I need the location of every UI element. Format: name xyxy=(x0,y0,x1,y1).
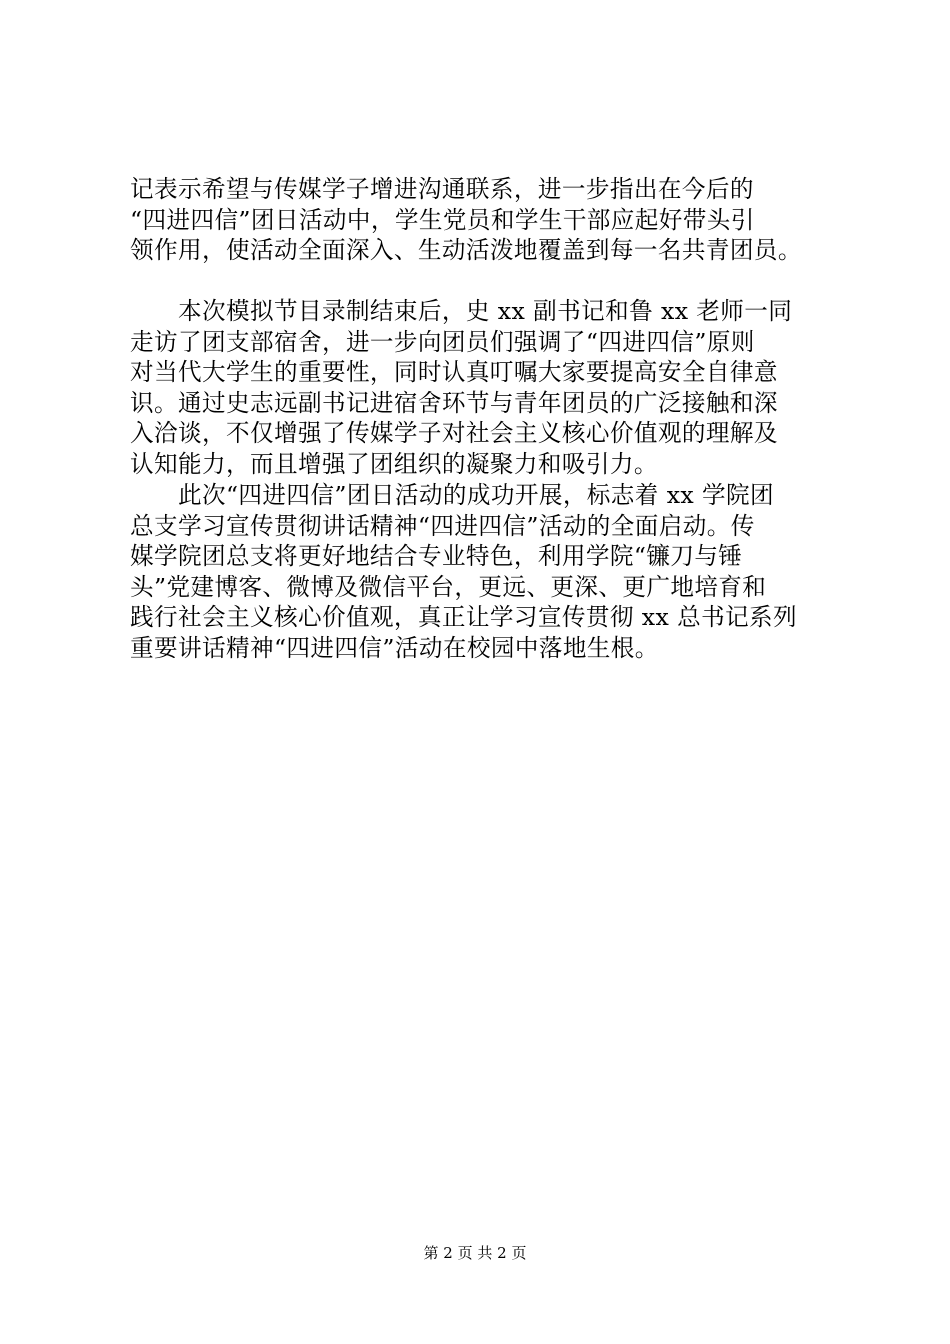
paragraph-line: 记表示希望与传媒学子增进沟通联系，进一步指出在今后的 xyxy=(130,175,754,203)
paragraph-line: 对当代大学生的重要性，同时认真叮嘱大家要提高安全自律意 xyxy=(130,358,778,387)
paragraph-line: 践行社会主义核心价值观，真正让学习宣传贯彻 xx 总书记系列 xyxy=(130,603,798,632)
paragraph-line: 媒学院团总支将更好地结合专业特色，利用学院“镰刀与锤 xyxy=(130,542,743,571)
paragraph-line: 总支学习宣传贯彻讲话精神“四进四信”活动的全面启动。传 xyxy=(130,511,755,540)
paragraph-line: 本次模拟节目录制结束后，史 xx 副书记和鲁 xx 老师一同 xyxy=(130,297,793,325)
paragraph-line: 领作用，使活动全面深入、生动活泼地覆盖到每一名共青团员。 xyxy=(130,236,802,265)
paragraph-line: 识。通过史志远副书记进宿舍环节与青年团员的广泛接触和深 xyxy=(130,388,778,417)
paragraph-2 xyxy=(130,296,850,480)
page-number-label: 第 2 页 共 2 页 xyxy=(423,1244,527,1262)
page-footer xyxy=(0,1243,950,1263)
paragraph-line: 走访了团支部宿舍，进一步向团员们强调了“四进四信”原则 xyxy=(130,327,755,356)
paragraph-3 xyxy=(130,480,850,664)
paragraph-line: 入洽谈，不仅增强了传媒学子对社会主义核心价值观的理解及 xyxy=(130,419,778,448)
paragraph-line: “四进四信”团日活动中，学生党员和学生干部应起好带头引 xyxy=(130,205,755,234)
paragraph-line: 头”党建博客、微博及微信平台，更远、更深、更广地培育和 xyxy=(130,572,767,601)
paragraph-line: 重要讲话精神“四进四信”活动在校园中落地生根。 xyxy=(130,633,659,662)
paragraph-line: 此次“四进四信”团日活动的成功开展，标志着 xx 学院团 xyxy=(130,481,774,509)
paragraph-line: 认知能力，而且增强了团组织的凝聚力和吸引力。 xyxy=(130,449,658,478)
paragraph-1 xyxy=(130,174,850,266)
